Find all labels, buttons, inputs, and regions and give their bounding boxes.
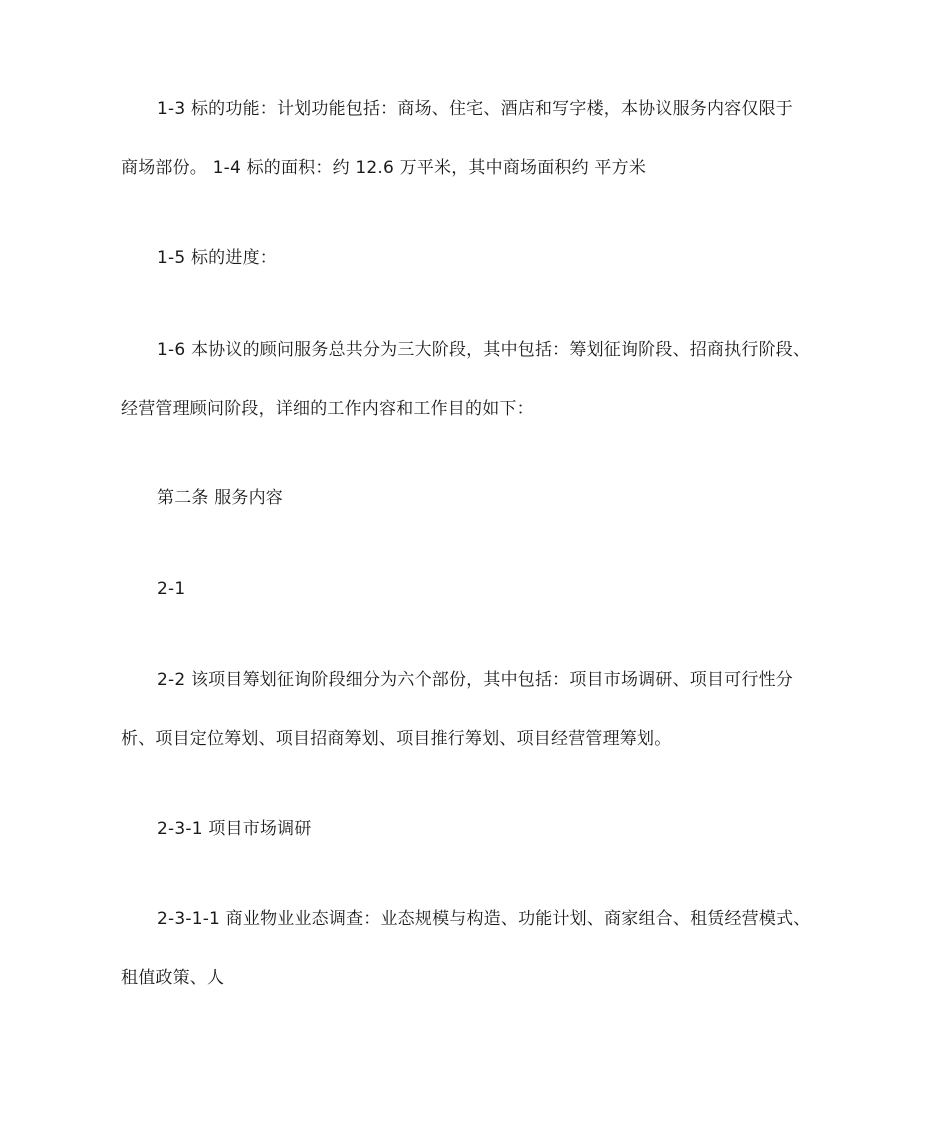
paragraph-1-3-line-2: 商场部份。 1-4 标的面积：约 12.6 万平米，其中商场面积约 平方米 bbox=[121, 158, 647, 178]
paragraph-1-6-line-2: 经营管理顾问阶段，详细的工作内容和工作目的如下： bbox=[121, 399, 534, 419]
paragraph-2-3-1-1-line-2: 租值政策、人 bbox=[121, 968, 225, 988]
paragraph-2-3-1-1-line-1: 2-3-1-1 商业物业业态调查：业态规模与构造、功能计划、商家组合、租赁经营模式、 bbox=[157, 909, 811, 929]
paragraph-1-6-line-1: 1-6 本协议的顾问服务总共分为三大阶段，其中包括：筹划征询阶段、招商执行阶段、 bbox=[157, 340, 811, 360]
paragraph-1-3-line-1: 1-3 标的功能：计划功能包括：商场、住宅、酒店和写字楼，本协议服务内容仅限于 bbox=[157, 99, 793, 119]
paragraph-2-2-line-2: 析、项目定位筹划、项目招商筹划、项目推行筹划、项目经营管理筹划。 bbox=[121, 729, 672, 749]
paragraph-1-5: 1-5 标的进度： bbox=[157, 248, 277, 268]
paragraph-2-1: 2-1 bbox=[157, 579, 186, 599]
paragraph-2-2-line-1: 2-2 该项目筹划征询阶段细分为六个部份，其中包括：项目市场调研、项目可行性分 bbox=[157, 670, 793, 690]
paragraph-2-3-1: 2-3-1 项目市场调研 bbox=[157, 819, 312, 839]
section-heading-article-2: 第二条 服务内容 bbox=[157, 488, 284, 508]
